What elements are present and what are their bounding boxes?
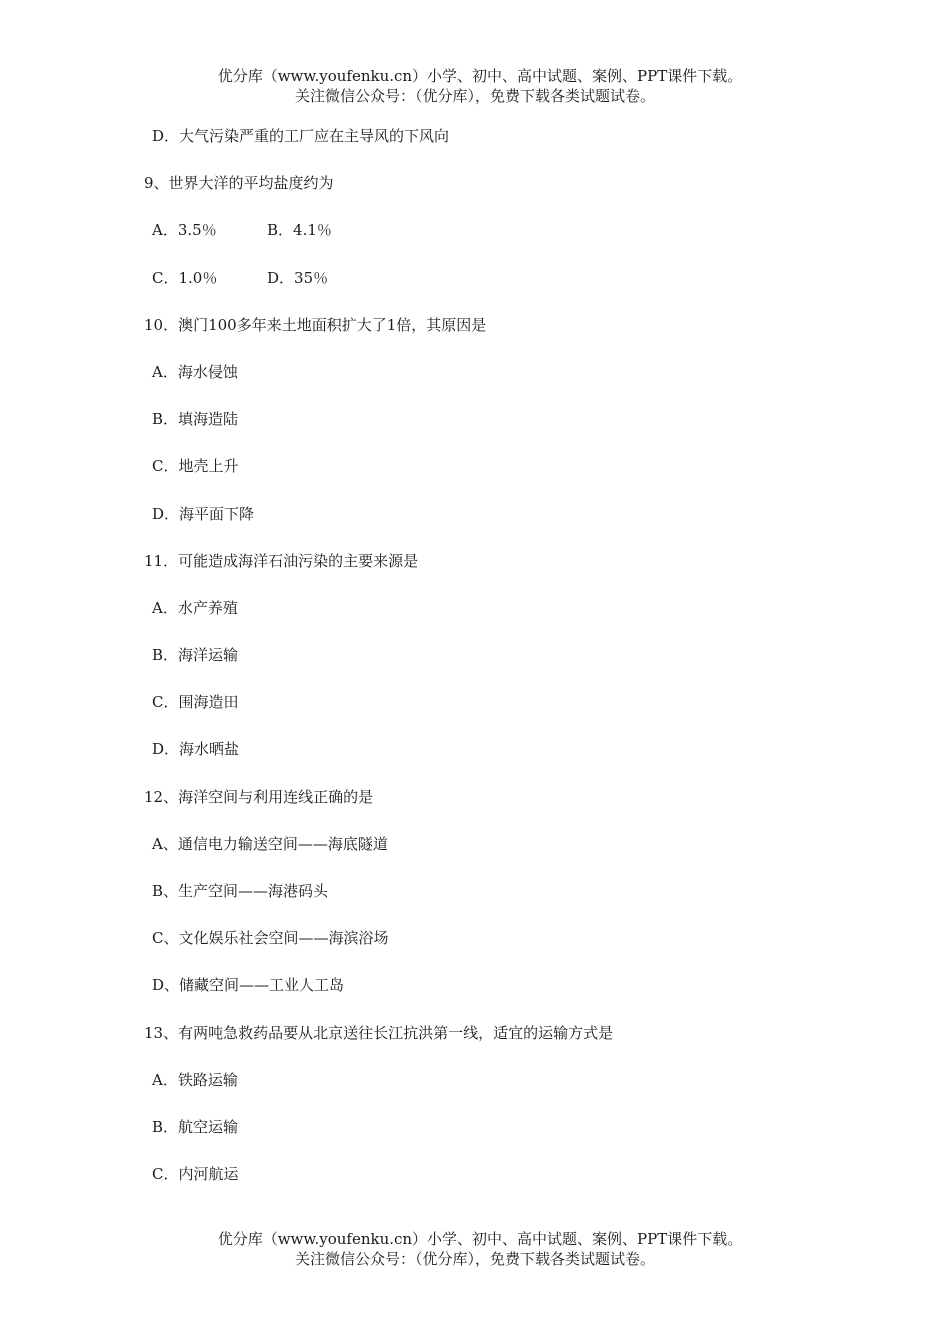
page-header [0, 66, 950, 106]
q9-option-a: A．3.5％ [152, 221, 217, 240]
q9-options-ab [0, 218, 950, 265]
q10-option-d: D．海平面下降 [152, 504, 255, 523]
footer-line-2: 关注微信公众号：（优分库），免费下载各类试题试卷。 [294, 1250, 655, 1268]
q12-stem: 12、海洋空间与利用连线正确的是 [144, 787, 374, 806]
q12-option-c: C、文化娱乐社会空间——海滨浴场 [152, 929, 389, 948]
q11-stem: 11．可能造成海洋石油污染的主要来源是 [144, 551, 419, 570]
q12-option-b: B、生产空间——海港码头 [152, 882, 329, 900]
q9-option-c: C．1.0％ [152, 268, 218, 287]
q13-option-c: C．内河航运 [152, 1165, 239, 1184]
header-line-2: 关注微信公众号：（优分库），免费下载各类试题试卷。 [294, 87, 655, 105]
q10-option-b: B．填海造陆 [152, 410, 239, 429]
q12-option-d: D、储藏空间——工业人工岛 [152, 976, 345, 995]
header-line-1: 优分库（www.youfenku.cn）小学、初中、高中试题、案例、PPT课件下载。 [217, 67, 743, 85]
q10-option-c: C．地壳上升 [152, 457, 239, 476]
q9-option-b: B．4.1％ [267, 221, 332, 240]
q12-option-a: A、通信电力输送空间——海底隧道 [152, 834, 388, 853]
q11-option-a: A．水产养殖 [152, 598, 238, 617]
footer-line-1: 优分库（www.youfenku.cn）小学、初中、高中试题、案例、PPT课件下载。 [217, 1230, 743, 1248]
question-list [0, 124, 950, 1209]
q9-option-d: D．35％ [267, 268, 329, 287]
q9-options-cd [0, 266, 950, 313]
q10-option-a: A．海水侵蚀 [152, 362, 238, 381]
q13-stem: 13、有两吨急救药品要从北京送往长江抗洪第一线，适宜的运输方式是 [144, 1023, 614, 1042]
q10-stem: 10．澳门100多年来土地面积扩大了1倍，其原因是 [144, 315, 487, 334]
q11-option-b: B．海洋运输 [152, 646, 239, 665]
q11-option-d: D．海水晒盐 [152, 740, 240, 759]
q11-option-c: C．围海造田 [152, 693, 239, 712]
q9-stem: 9、世界大洋的平均盐度约为 [144, 174, 334, 193]
page-footer [0, 1229, 950, 1269]
q8-option-d: D．大气污染严重的工厂应在主导风的下风向 [152, 127, 450, 145]
q13-option-a: A．铁路运输 [152, 1070, 238, 1089]
q13-option-b: B．航空运输 [152, 1117, 239, 1136]
